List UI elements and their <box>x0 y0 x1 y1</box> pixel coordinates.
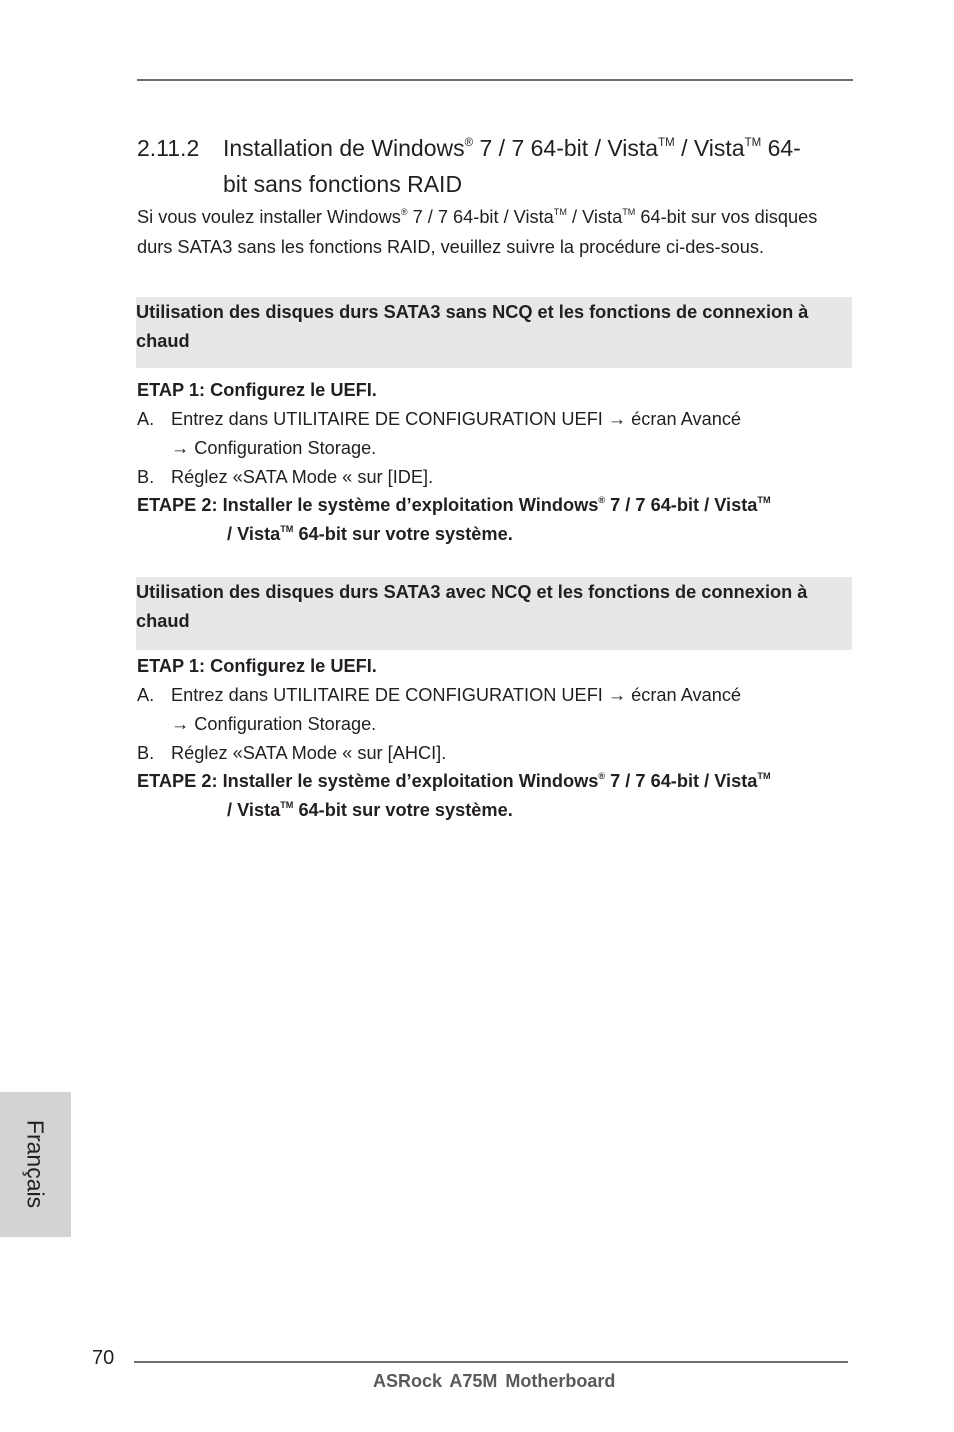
etape2-text: 7 / 7 64-bit / Vista <box>605 771 758 791</box>
heading-text: 7 / 7 64-bit / Vista <box>473 135 659 161</box>
step-label: A. <box>137 409 155 429</box>
page-number: 70 <box>92 1347 115 1369</box>
registered-mark: ® <box>598 770 606 781</box>
etape2-text: 64-bit sur votre système. <box>293 524 513 544</box>
etape2-text: 7 / 7 64-bit / Vista <box>605 495 758 515</box>
trademark-mark: TM <box>280 799 294 810</box>
step-b <box>137 739 446 768</box>
heading-text: 64- <box>761 135 801 161</box>
highlight-band <box>136 577 852 650</box>
heading-line-2: bit sans fonctions RAID <box>223 171 463 197</box>
trademark-mark: TM <box>757 494 771 505</box>
registered-mark: ® <box>464 136 474 149</box>
heading-text: / Vista <box>674 135 745 161</box>
step-a-continuation: → Configuration Storage. <box>171 714 377 734</box>
intro-text: 64-bit sur vos disques durs SATA3 sans les fonctions RAID, veuillez suivre la procédure ci-des-sous. <box>137 207 818 257</box>
trademark-mark: TM <box>757 770 771 781</box>
step-a <box>137 405 741 434</box>
step-text: Réglez «SATA Mode « sur [AHCI]. <box>171 743 447 763</box>
etape2-text: 64-bit sur votre système. <box>293 800 513 820</box>
etape2-continuation <box>137 796 513 825</box>
registered-mark: ® <box>400 206 408 217</box>
section-number: 2.11.2 <box>137 135 200 161</box>
step-text: Entrez dans UTILITAIRE DE CONFIGURATION UEFI → écran Avancé <box>171 409 742 429</box>
step-label: B. <box>137 467 155 487</box>
footer-product-name: ASRock A75M Motherboard <box>373 1371 616 1391</box>
etape2-heading <box>137 491 771 520</box>
step-label: A. <box>137 685 155 705</box>
step-a-continuation: → Configuration Storage. <box>171 438 377 458</box>
band-heading: Utilisation des disques durs SATA3 avec NCQ et les fonctions de connexion à chaud <box>136 582 808 631</box>
step-a <box>137 681 741 710</box>
trademark-mark: TM <box>744 136 762 149</box>
step-b <box>137 463 433 492</box>
etap1-heading: ETAP 1: Configurez le UEFI. <box>137 380 377 400</box>
step-label: B. <box>137 743 155 763</box>
step-text: Entrez dans UTILITAIRE DE CONFIGURATION UEFI → écran Avancé <box>171 685 742 705</box>
trademark-mark: TM <box>553 206 567 217</box>
etape2-text: / Vista <box>227 524 281 544</box>
highlight-band <box>136 297 852 368</box>
section-heading <box>137 130 857 202</box>
intro-paragraph <box>137 203 853 262</box>
intro-text: / Vista <box>566 207 623 227</box>
intro-text: 7 / 7 64-bit / Vista <box>407 207 554 227</box>
language-side-tab <box>0 1092 71 1237</box>
trademark-mark: TM <box>622 206 636 217</box>
etape2-heading <box>137 767 771 796</box>
band-heading: Utilisation des disques durs SATA3 sans NCQ et les fonctions de connexion à chaud <box>136 302 809 351</box>
heading-text: Installation de Windows <box>223 135 465 161</box>
trademark-mark: TM <box>658 136 675 149</box>
etape2-text: ETAPE 2: Installer le système d’exploitation Windows <box>137 495 599 515</box>
etape2-continuation <box>137 520 513 549</box>
etape2-text: / Vista <box>227 800 281 820</box>
step-text: Réglez «SATA Mode « sur [IDE]. <box>171 467 434 487</box>
etap1-heading: ETAP 1: Configurez le UEFI. <box>137 656 377 676</box>
top-rule <box>137 79 853 81</box>
trademark-mark: TM <box>280 523 294 534</box>
registered-mark: ® <box>598 494 606 505</box>
etape2-text: ETAPE 2: Installer le système d’exploitation Windows <box>137 771 599 791</box>
language-label: Français <box>22 1119 49 1209</box>
intro-text: Si vous voulez installer Windows <box>137 207 401 227</box>
bottom-rule <box>134 1361 848 1363</box>
